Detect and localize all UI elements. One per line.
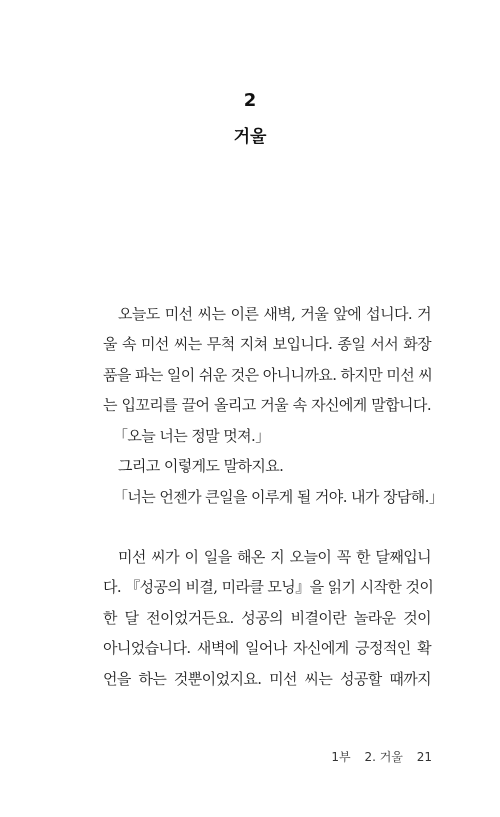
body-line: 울 속 미선 씨는 무척 지쳐 보입니다. 종일 서서 화장 <box>103 335 431 353</box>
body-line: 는 입꼬리를 끌어 올리고 거울 속 자신에게 말합니다. <box>103 396 431 414</box>
page-number: 21 <box>416 750 432 764</box>
chapter-number: 2 <box>243 90 257 111</box>
body-line: 오늘도 미선 씨는 이른 새벽, 거울 앞에 섭니다. 거 <box>118 305 431 323</box>
body-line: 한 달 전이었거든요. 성공의 비결이란 놀라운 것이 <box>103 609 431 627</box>
footer-chapter-label: 2. 거울 <box>364 750 403 764</box>
body-line: 언을 하는 것뿐이었지요. 미선 씨는 성공할 때까지 <box>103 670 431 688</box>
footer-part: 1부 <box>331 750 351 764</box>
body-line: 아니었습니다. 새벽에 일어나 자신에게 긍정적인 확 <box>103 639 431 657</box>
dialogue-line: 「너는 언젠가 큰일을 이루게 될 거야. 내가 장담해.」 <box>113 488 444 506</box>
body-line: 그리고 이렇게도 말하지요. <box>118 457 284 475</box>
body-line: 다. 『성공의 비결, 미라클 모닝』을 읽기 시작한 것이 <box>103 578 434 596</box>
page-footer <box>331 748 432 765</box>
chapter-title: 거울 <box>233 127 267 147</box>
body-line: 품을 파는 일이 쉬운 것은 아니니까요. 하지만 미선 씨 <box>103 366 433 384</box>
dialogue-line: 「오늘 너는 정말 멋져.」 <box>113 427 270 445</box>
body-line: 미선 씨가 이 일을 해온 지 오늘이 꼭 한 달째입니 <box>118 548 431 566</box>
